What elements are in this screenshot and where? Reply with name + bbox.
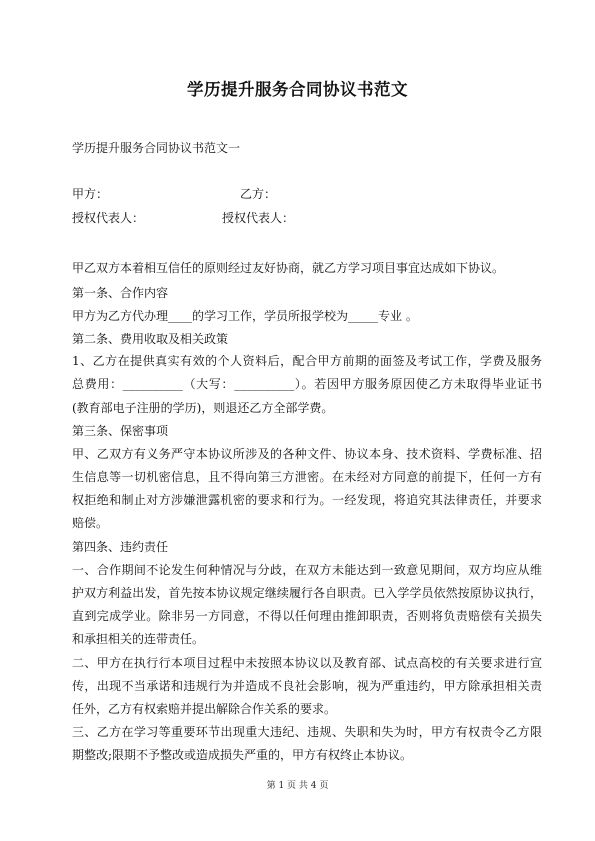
- party-b-label: 乙方：: [240, 187, 277, 201]
- article-4-line: 传，出现不当承诺和违规行为并造成不良社会影响，视为严重违约，甲方除承担相关责: [72, 679, 542, 693]
- article-4-line: 三、乙方在学习等重要环节出现重大违纪、违规、失职和失为时，甲方有权责令乙方限: [72, 725, 542, 739]
- intro-paragraph: 甲乙双方本着相互信任的原则经过友好协商，就乙方学习项目事宜达成如下协议。: [72, 261, 505, 275]
- article-2-line: 总费用：__________（大写：__________）。若因甲方服务原因使乙方未取得毕业证书: [72, 377, 542, 391]
- article-2-line: (教育部电子注册的学历)，则退还乙方全部学费。: [72, 401, 334, 415]
- article-4-line: 二、甲方在执行行本项目过程中未按照本协议以及教育部、试点高校的有关要求进行宣: [72, 656, 542, 670]
- article-4-line: 直到完成学业。除非另一方同意，不得以任何理由推卸职责，否则将负责赔偿有关损失: [72, 609, 542, 623]
- article-4-line: 和承担相关的连带责任。: [72, 632, 205, 646]
- article-4-line: 期整改;限期不予整改或造成损失严重的，甲方有权终止本协议。: [72, 748, 413, 762]
- document-title: 学历提升服务合同协议书范文: [187, 80, 408, 99]
- document-subtitle: 学历提升服务合同协议书范文一: [72, 141, 241, 155]
- article-1-heading: 第一条、合作内容: [72, 286, 169, 300]
- article-3-heading: 第三条、保密事项: [72, 424, 169, 438]
- article-2-line: 1、乙方在提供真实有效的个人资料后，配合甲方前期的面签及考试工作，学费及服务: [72, 354, 542, 368]
- article-4-line: 任外，乙方有权索赔并提出解除合作关系的要求。: [72, 702, 337, 716]
- article-1-text: 甲方为乙方代办理____的学习工作，学员所报学校为_____专业 。: [72, 309, 418, 323]
- article-2-heading: 第二条、费用收取及相关政策: [72, 332, 229, 346]
- article-3-line: 赔偿。: [72, 516, 109, 530]
- article-3-line: 甲、乙双方有义务严守本协议所涉及的各种文件、协议本身、技术资料、学费标准、招: [72, 447, 542, 461]
- article-4-line: 一、合作期间不论发生何种情况与分歧，在双方未能达到一致意见期间，双方均应从维: [72, 563, 542, 577]
- party-a-representative-label: 授权代表人：: [72, 211, 145, 225]
- article-3-line: 生信息等一切机密信息，且不得向第三方泄密。在未经对方同意的前提下，任何一方有: [72, 470, 542, 484]
- party-a-label: 甲方：: [72, 187, 109, 201]
- article-3-line: 权拒绝和制止对方涉嫌泄露机密的要求和行为。一经发现，将追究其法律责任，并要求: [72, 493, 542, 507]
- page-number-footer: 第 1 页 共 4 页: [266, 781, 329, 791]
- article-4-heading: 第四条、违约责任: [72, 540, 169, 554]
- article-4-line: 护双方利益出发，首先按本协议规定继续履行各自职责。已入学学员依然按原协议执行，: [72, 586, 542, 600]
- party-b-representative-label: 授权代表人：: [222, 211, 295, 225]
